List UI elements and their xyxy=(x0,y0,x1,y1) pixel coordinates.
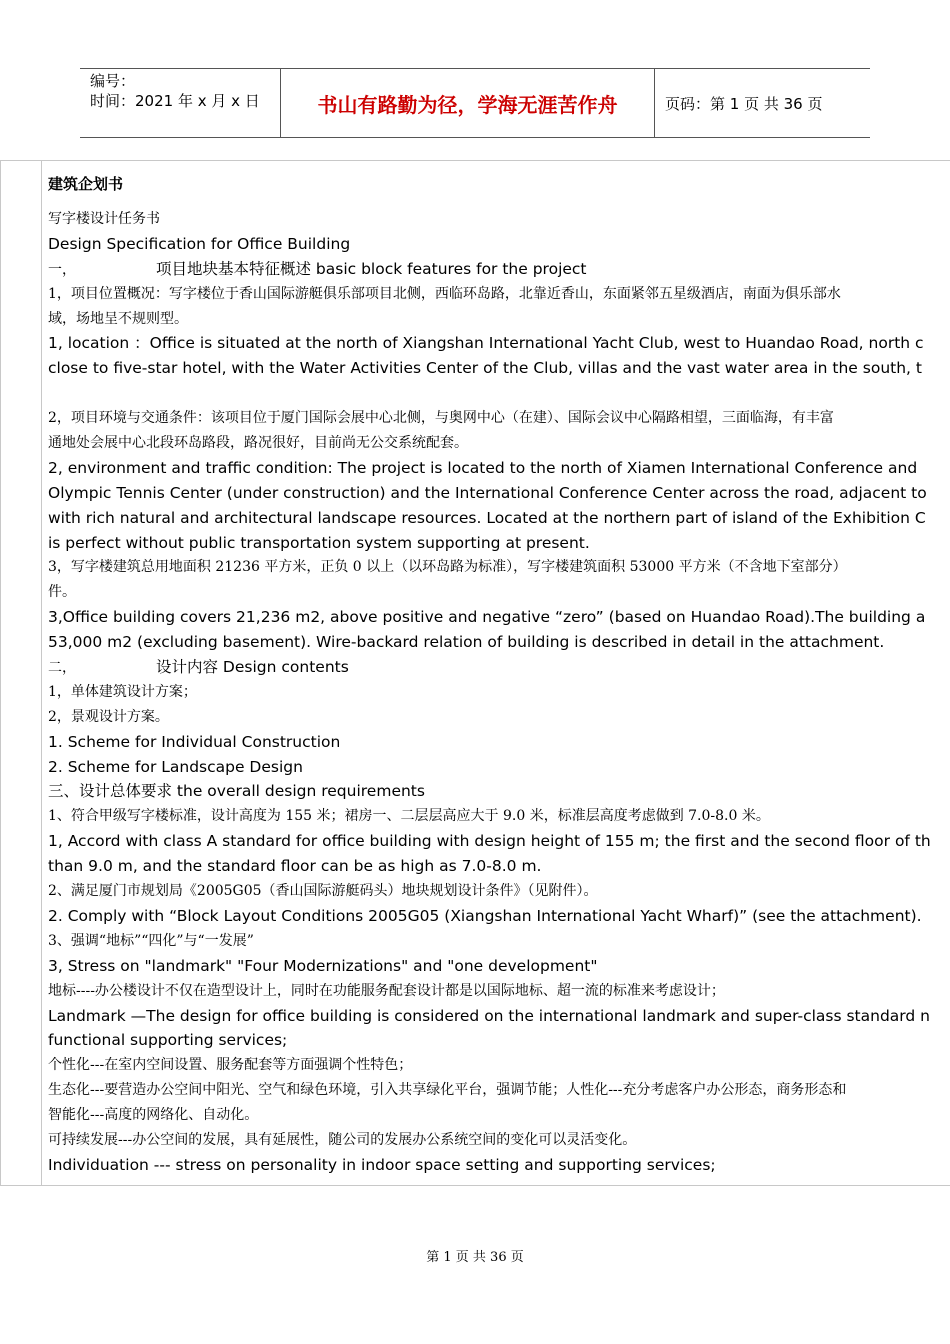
line-text: 设计内容 Design contents xyxy=(156,658,349,677)
line-text: 2. Scheme for Landscape Design xyxy=(48,757,303,776)
paragraph-line xyxy=(48,257,950,282)
paragraph-line xyxy=(48,331,950,356)
line-text: 1，项目位置概况：写字楼位于香山国际游艇俱乐部项目北侧，西临环岛路，北靠近香山，东面紧邻五星级酒店，南面为俱乐部水 xyxy=(48,285,841,302)
line-text: Individuation --- stress on personality in indoor space setting and supporting services; xyxy=(48,1155,716,1174)
line-text: 1, Accord with class A standard for office building with design height of 155 m; the first and the second floor of th xyxy=(48,832,931,851)
line-text: 3,Office building covers 21,236 m2, above positive and negative “zero” (based on Huandao Road).The building a xyxy=(48,608,926,627)
paragraph-line xyxy=(48,431,950,456)
paragraph-line xyxy=(48,307,950,332)
line-text: Olympic Tennis Center (under construction) and the International Conference Center across the road, adjacent to xyxy=(48,483,927,502)
line-text: 个性化---在室内空间设置、服务配套等方面强调个性特色； xyxy=(48,1057,413,1074)
line-text: 三、设计总体要求 the overall design requirements xyxy=(48,782,425,801)
paragraph-line xyxy=(48,1004,950,1029)
line-text: 件。 xyxy=(48,584,76,601)
paragraph-line xyxy=(48,531,950,556)
time-label: 时间：2021 年 x 月 x 日 xyxy=(90,92,260,110)
line-text: 2. Comply with “Block Layout Conditions 2005G05 (Xiangshan International Yacht Wharf)” (see the attachment). xyxy=(48,906,922,925)
line-text: 写字楼设计任务书 xyxy=(48,211,160,227)
paragraph-line xyxy=(48,406,950,431)
paragraph-line xyxy=(48,630,950,655)
line-text: 2，景观设计方案。 xyxy=(48,708,169,725)
header-page-info: 页码：第 1 页 共 36 页 xyxy=(665,94,823,113)
line-text: 生态化---要营造办公空间中阳光、空气和绿色环境，引入共享绿化平台，强调节能；人性化---充分考虑客户办公形态，商务形态和 xyxy=(48,1082,847,1099)
paragraph-line xyxy=(48,854,950,879)
paragraph-line xyxy=(48,232,950,257)
line-text: functional supporting services; xyxy=(48,1031,288,1050)
paragraph-line xyxy=(48,829,950,854)
line-text: 2、满足厦门市规划局《2005G05（香山国际游艇码头）地块规划设计条件》（见附件）。 xyxy=(48,883,598,900)
line-text: 1，单体建筑设计方案； xyxy=(48,683,197,700)
paragraph-line xyxy=(48,655,950,680)
blank-line xyxy=(48,381,950,406)
line-text: 通地处会展中心北段环岛路段，路况很好，目前尚无公交系统配套。 xyxy=(48,435,468,452)
line-text: with rich natural and architectural landscape resources. Located at the northern part of island of the Exhibition C xyxy=(48,508,926,527)
paragraph-line xyxy=(48,904,950,929)
page-footer: 第 1 页 共 36 页 xyxy=(426,1250,524,1265)
paragraph-line xyxy=(48,207,950,232)
paragraph-line xyxy=(48,730,950,755)
line-text: 地标----办公楼设计不仅在造型设计上，同时在功能服务配套设计都是以国际地标、超一流的标准来考虑设计； xyxy=(48,982,725,999)
paragraph-line xyxy=(48,755,950,780)
line-text: 2, environment and traffic condition: The project is located to the north of Xiamen International Conference and xyxy=(48,458,918,477)
frame-left-column xyxy=(0,161,42,1185)
line-text: close to five-star hotel, with the Water Activities Center of the Club, villas and the vast water area in the south, t xyxy=(48,359,922,378)
paragraph-line xyxy=(48,605,950,630)
paragraph-line xyxy=(48,979,950,1004)
line-text: Landmark —The design for office building is considered on the international landmark and super-class standard n xyxy=(48,1006,930,1025)
line-text: 3，写字楼建筑总用地面积 21236 平方米，正负 0 以上（以环岛路为标准），写字楼建筑面积 53000 平方米（不含地下室部分） xyxy=(48,559,847,576)
paragraph-line xyxy=(48,1053,950,1078)
line-text: 2，项目环境与交通条件：该项目位于厦门国际会展中心北侧，与奥网中心（在建）、国际会议中心隔路相望，三面临海，有丰富 xyxy=(48,410,834,427)
paragraph-line xyxy=(48,456,950,481)
paragraph-line xyxy=(48,1028,950,1053)
line-text: 1. Scheme for Individual Construction xyxy=(48,732,341,751)
line-text: 项目地块基本特征概述 basic block features for the project xyxy=(156,259,587,278)
line-text: is perfect without public transportation system supporting at present. xyxy=(48,533,590,552)
line-text: 域，场地呈不规则型。 xyxy=(48,310,188,327)
paragraph-line xyxy=(48,1153,950,1178)
header-motto: 书山有路勤为径，学海无涯苦作舟 xyxy=(281,69,655,137)
paragraph-line xyxy=(48,804,950,829)
paragraph-line xyxy=(48,506,950,531)
document-title: 建筑企划书 xyxy=(48,175,124,193)
paragraph-line xyxy=(48,680,950,705)
header-meta xyxy=(80,69,281,137)
paragraph-line xyxy=(48,481,950,506)
paragraph-line xyxy=(48,929,950,954)
paragraph-line xyxy=(48,282,950,307)
line-text: 3、强调“地标”“四化”与“一发展” xyxy=(48,932,254,949)
line-text: Design Specification for Office Building xyxy=(48,234,351,253)
section-number: 一， xyxy=(48,261,76,278)
line-text: than 9.0 m, and the standard floor can be as high as 7.0-8.0 m. xyxy=(48,857,542,876)
line-text: 3, Stress on "landmark" "Four Modernizations" and "one development" xyxy=(48,956,598,975)
paragraph-line xyxy=(48,1128,950,1153)
line-text: 53,000 m2 (excluding basement). Wire-backard relation of building is described in detail in the attachment. xyxy=(48,633,885,652)
line-text: 可持续发展---办公空间的发展，具有延展性，随公司的发展办公系统空间的变化可以灵活变化。 xyxy=(48,1131,637,1148)
paragraph-line xyxy=(48,954,950,979)
line-text: 1、符合甲级写字楼标准，设计高度为 155 米；裙房一、二层层高应大于 9.0 米，标准层高度考虑做到 7.0-8.0 米。 xyxy=(48,808,770,825)
paragraph-line xyxy=(48,555,950,580)
paragraph-line xyxy=(48,705,950,730)
paragraph-line xyxy=(48,779,950,804)
paragraph-line xyxy=(48,1103,950,1128)
paragraph-line xyxy=(48,879,950,904)
section-number: 二， xyxy=(48,660,76,677)
document-body xyxy=(48,171,950,1178)
line-text: 1, location ：Office is situated at the north of Xiangshan International Yacht Club, west to Huandao Road, north c xyxy=(48,334,924,353)
line-text: 智能化---高度的网络化、自动化。 xyxy=(48,1107,259,1124)
paragraph-line xyxy=(48,356,950,381)
paragraph-line xyxy=(48,580,950,605)
number-label: 编号： xyxy=(90,72,136,90)
page-header xyxy=(80,68,870,138)
paragraph-line xyxy=(48,1078,950,1103)
document-frame xyxy=(0,160,950,1186)
